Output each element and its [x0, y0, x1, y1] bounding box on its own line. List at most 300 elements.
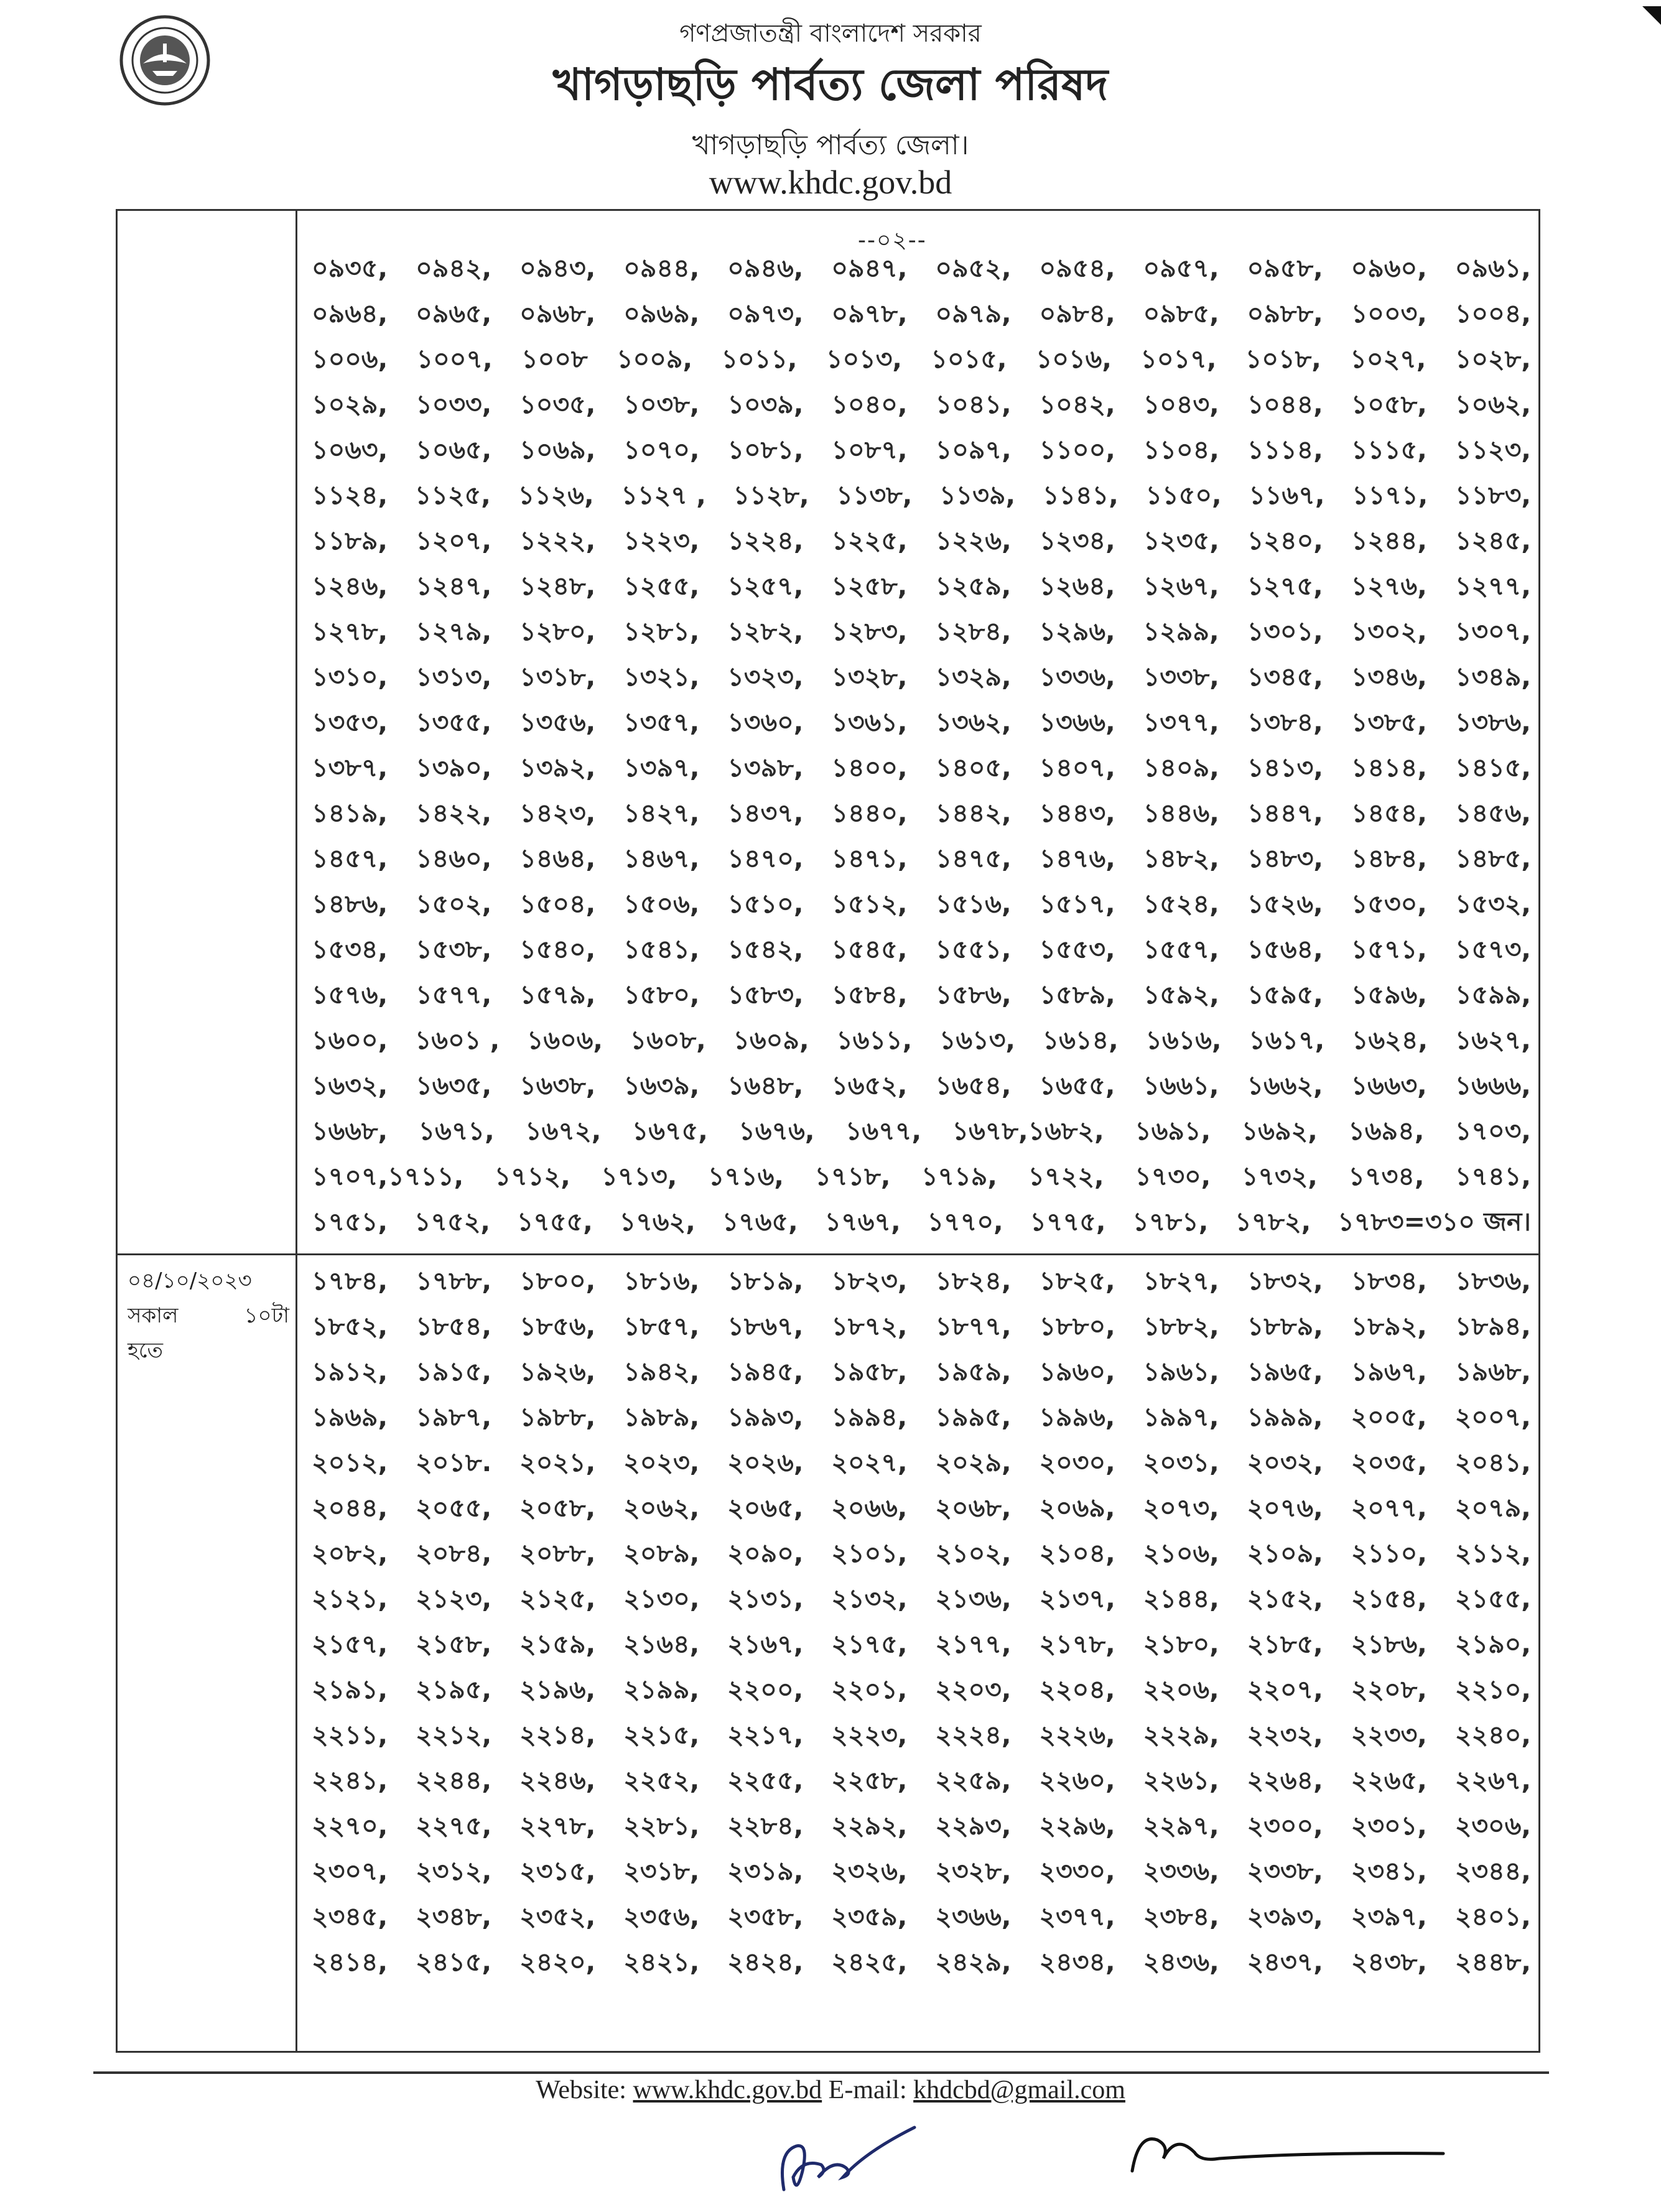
roll-number: ২৩৪১, [1351, 1856, 1427, 1886]
roll-number: ২৪৪৮, [1454, 1947, 1531, 1977]
roll-number: ১৭১৯, [921, 1161, 997, 1191]
roll-number: ১২২২, [519, 526, 596, 555]
roll-number: ১৫৫৭, [1143, 934, 1219, 964]
roll-number: ১২৫৭, [727, 571, 804, 601]
roll-number: ১৫১৬, [935, 889, 1012, 919]
roll-number: ১৫৭৬, [312, 980, 388, 1010]
roll-number: ১৩৮৬, [1454, 707, 1531, 737]
roll-number: ১৫৯৬, [1351, 980, 1427, 1010]
roll-number: ২১৮৬, [1351, 1629, 1427, 1659]
roll-line [312, 564, 1531, 609]
roll-number: ১২৬৭, [1143, 571, 1219, 601]
roll-line [312, 1199, 1531, 1245]
roll-number: ১৪২২, [416, 798, 492, 828]
roll-number: ১০০৪, [1454, 299, 1531, 328]
roll-list-block-2 [312, 1258, 1531, 1985]
roll-number: ২৪২৯, [935, 1947, 1012, 1977]
roll-line [312, 1063, 1531, 1108]
roll-number: ১১২৬, [518, 480, 594, 510]
roll-number: ০৯৫৪, [1039, 253, 1115, 283]
roll-number: ০৯৪৩, [519, 253, 596, 283]
roll-number: ০৯৬৮, [519, 299, 596, 328]
roll-number: ২১৩১, [727, 1584, 804, 1614]
roll-number: ১৬০৬, [526, 1025, 603, 1055]
roll-number: ১৪১৫, [1454, 753, 1531, 783]
roll-number: ২২৬৪, [1247, 1765, 1323, 1795]
roll-number: ১৪১৪, [1351, 753, 1427, 783]
roll-line [312, 1440, 1531, 1485]
roll-number: ২৩১৮, [623, 1856, 700, 1886]
roll-number: ১০১৭, [1140, 344, 1217, 374]
roll-number: ২১২১, [312, 1584, 388, 1614]
roll-number: ১২৯৯, [1143, 616, 1219, 646]
roll-number: ১৪০৭, [1039, 753, 1115, 783]
roll-line [312, 1849, 1531, 1894]
roll-number: ১৬১৬, [1145, 1025, 1222, 1055]
roll-line [312, 654, 1531, 700]
roll-number: ০৯৪৬, [727, 253, 804, 283]
roll-number: ১১৪১, [1042, 480, 1119, 510]
roll-number: ১৩৫৬, [519, 707, 596, 737]
roll-number: ২০৮৮, [519, 1538, 596, 1568]
roll-number: ১৩২৮, [831, 662, 908, 692]
roll-number: ১৫১২, [831, 889, 908, 919]
roll-number: ২১৭৭, [935, 1629, 1012, 1659]
roll-number: ২২৫৯, [935, 1765, 1012, 1795]
roll-number: ২১৯৬, [519, 1675, 596, 1704]
roll-number: ১৩৬১, [831, 707, 908, 737]
roll-number: ১১২৪, [312, 480, 388, 510]
roll-number: ২৪১৪, [312, 1947, 388, 1977]
roll-number: ১৩০২, [1351, 616, 1427, 646]
roll-number: ১৭৫১, [312, 1207, 388, 1237]
roll-number: ২১০২, [935, 1538, 1012, 1568]
roll-number: ১৯১৫, [416, 1357, 492, 1387]
roll-number: ১৬৫২, [831, 1071, 908, 1100]
roll-number: ১২৪০, [1247, 526, 1323, 555]
roll-number: ১৭৫২, [414, 1207, 490, 1237]
roll-number: ১৯৯৯, [1247, 1402, 1323, 1432]
roll-number: ১৮৭২, [831, 1311, 908, 1341]
roll-number: ২১৬৭, [727, 1629, 804, 1659]
roll-number: ২১২৩, [416, 1584, 492, 1614]
roll-number: ১৭৮৩=৩১০ জন। [1338, 1207, 1531, 1237]
roll-number: ১৩৯০, [416, 753, 492, 783]
roll-number: ২১৫৭, [312, 1629, 388, 1659]
roll-number: ১৮৯৪, [1454, 1311, 1531, 1341]
roll-line [312, 1154, 1531, 1199]
roll-number: ১২৩৫, [1143, 526, 1219, 555]
roll-number: ২২৯৭, [1143, 1811, 1219, 1841]
roll-number: ১০১১, [721, 344, 798, 374]
roll-number: ১১০০, [1039, 435, 1115, 465]
roll-number: ১৭০৭,১৭১১, [312, 1161, 464, 1191]
roll-number: ১৫৩৮, [416, 934, 492, 964]
roll-number: ১৬৭৫, [631, 1116, 708, 1146]
roll-number: ২০০৫, [1351, 1402, 1427, 1432]
roll-number: ২১৯৯, [623, 1675, 700, 1704]
roll-number: ১৫২৪, [1143, 889, 1219, 919]
roll-number: ২৩৫২, [519, 1902, 596, 1931]
roll-number: ২২২৬, [1039, 1720, 1115, 1750]
roll-line [312, 1622, 1531, 1667]
roll-number: ২৩৯৭, [1351, 1902, 1427, 1931]
roll-number: ১৬১১, [836, 1025, 913, 1055]
roll-number: ১১৩৯, [939, 480, 1016, 510]
roll-number: ২২৬০, [1039, 1765, 1115, 1795]
roll-number: ১০২৭, [1350, 344, 1426, 374]
roll-number: ১৬৩২, [312, 1071, 388, 1100]
roll-line [312, 791, 1531, 836]
roll-number: ১২৫৫, [623, 571, 700, 601]
roll-number: ১৬৭৭, [845, 1116, 922, 1146]
footer [0, 2075, 1661, 2105]
roll-number: ০৯৫৮, [1247, 253, 1323, 283]
roll-number: ১৭৬৫, [722, 1207, 798, 1237]
roll-number: ১৫৮০, [623, 980, 700, 1010]
roll-number: ১৩১০, [312, 662, 388, 692]
roll-line [312, 1304, 1531, 1349]
roll-number: ১৫৪২, [727, 934, 804, 964]
roll-number: ২০৭৬, [1247, 1493, 1323, 1523]
roll-number: ১৪৫৪, [1351, 798, 1427, 828]
roll-number: ১৬৬২, [1247, 1071, 1323, 1100]
roll-number: ২০৬৬, [831, 1493, 908, 1523]
roll-number: ২১৯০, [1454, 1629, 1531, 1659]
roll-number: ১৪৬৭, [623, 843, 700, 873]
roll-line [312, 972, 1531, 1018]
roll-number: ২২০০, [727, 1675, 804, 1704]
roll-number: ১৮৫৬, [519, 1311, 596, 1341]
roll-number: ১৩৬০, [727, 707, 804, 737]
roll-number: ১০৬৫, [416, 435, 492, 465]
roll-number: ১৭১৬, [707, 1161, 784, 1191]
roll-number: ২১৬৪, [623, 1629, 700, 1659]
roll-number: ১৬২৪, [1351, 1025, 1428, 1055]
roll-number: ২৪৩৪, [1039, 1947, 1115, 1977]
roll-number: ১৫৮৬, [935, 980, 1012, 1010]
roll-number: ১৫৯৯, [1454, 980, 1531, 1010]
roll-number: ১১৬৭, [1249, 480, 1325, 510]
roll-number: ১৬৭২, [525, 1116, 602, 1146]
roll-number: ০৯৪২, [416, 253, 492, 283]
roll-number: ১৪৪২, [935, 798, 1012, 828]
roll-number: ২০৯০, [727, 1538, 804, 1568]
roll-number: ২১৮৫, [1247, 1629, 1323, 1659]
roll-number: ১৪০৯, [1143, 753, 1219, 783]
roll-line [312, 1894, 1531, 1940]
roll-number: ১৭৩০, [1135, 1161, 1211, 1191]
roll-number: ২২৩৩, [1351, 1720, 1427, 1750]
roll-line [312, 473, 1531, 518]
roll-number: ১২৫৮, [831, 571, 908, 601]
roll-number: ২২৬৫, [1351, 1765, 1427, 1795]
roll-number: ২৩০১, [1351, 1811, 1427, 1841]
roll-number: ১৪৩৭, [727, 798, 804, 828]
roll-number: ০৯৬০, [1351, 253, 1427, 283]
roll-number: ১২৭৫, [1247, 571, 1323, 601]
roll-number: ১৭১২, [494, 1161, 570, 1191]
roll-number: ১০৭০, [623, 435, 700, 465]
district-name: খাগড়াছড়ি পার্বত্য জেলা। [692, 129, 969, 161]
roll-number: ২২৫৮, [831, 1765, 908, 1795]
roll-number: ১১৮৩, [1454, 480, 1531, 510]
roll-number: ১০৬৯, [519, 435, 596, 465]
roll-number: ১৬৭১, [418, 1116, 495, 1146]
roll-number: ২৩৪৫, [312, 1902, 388, 1931]
roll-number: ১৬০১ , [414, 1025, 500, 1055]
roll-line [312, 1349, 1531, 1395]
roll-number: ২২৮৪, [727, 1811, 804, 1841]
roll-number: ১৪২৩, [519, 798, 596, 828]
roll-number: ১২৮২, [727, 616, 804, 646]
roll-number: ১৬৯৪, [1348, 1116, 1425, 1146]
roll-number: ০৯৬১, [1454, 253, 1531, 283]
roll-number: ২৩৯৩, [1247, 1902, 1323, 1931]
roll-number: ১৫৯৫, [1247, 980, 1323, 1010]
roll-number: ১৪৭৫, [935, 843, 1012, 873]
roll-number: ১২৩৪, [1039, 526, 1115, 555]
roll-number: ১৪৪৬, [1143, 798, 1219, 828]
roll-number: ১৩৮৪, [1247, 707, 1323, 737]
roll-number: ২২২৯, [1143, 1720, 1219, 1750]
roll-number: ১৪০৫, [935, 753, 1012, 783]
roll-number: ০৯৩৫, [312, 253, 388, 283]
roll-line [312, 927, 1531, 972]
roll-number: ১৮২৩, [831, 1266, 908, 1296]
roll-number: ১৮৬৭, [727, 1311, 804, 1341]
roll-number: ২২১০, [1454, 1675, 1531, 1704]
roll-line [312, 1395, 1531, 1440]
roll-number: ২৩৩০, [1039, 1856, 1115, 1886]
roll-number: ২৩০০, [1247, 1811, 1323, 1841]
roll-number: ১৮৮২, [1143, 1311, 1219, 1341]
roll-number: ২১১০, [1351, 1538, 1427, 1568]
roll-number: ১৫১০, [727, 889, 804, 919]
roll-number: ১৮১৬, [623, 1266, 700, 1296]
roll-number: ১২২৪, [727, 526, 804, 555]
roll-number: ২০৫৮, [519, 1493, 596, 1523]
roll-number: ১৩৮৭, [312, 753, 388, 783]
roll-line [312, 1485, 1531, 1531]
roll-number: ১০২৯, [312, 389, 388, 419]
roll-number: ২০৭৭, [1351, 1493, 1427, 1523]
roll-number: ২৪৩৬, [1143, 1947, 1219, 1977]
footer-email-link[interactable]: khdcbd@gmail.com [913, 2076, 1125, 2104]
roll-number: ১৪৮৪, [1351, 843, 1427, 873]
roll-number: ১২৭৭, [1454, 571, 1531, 601]
roll-number: ২৩৬৬, [935, 1902, 1012, 1931]
roll-number: ১৫৫৩, [1039, 934, 1115, 964]
roll-number: ১৮১৯, [727, 1266, 804, 1296]
government-line: গণপ্রজাতন্ত্রী বাংলাদেশ সরকার [679, 19, 982, 48]
roll-number: ২২০৩, [935, 1675, 1012, 1704]
roll-number: ১৪০০, [831, 753, 908, 783]
roll-number: ১০৩৮, [623, 389, 700, 419]
roll-number: ১২৭৬, [1351, 571, 1427, 601]
roll-number: ২২৮১, [623, 1811, 700, 1841]
roll-number: ১২৮৩, [831, 616, 908, 646]
roll-number: ১৯৪৫, [727, 1357, 804, 1387]
roll-number: ১৪৮৬, [312, 889, 388, 919]
roll-number: ১২৪৮, [519, 571, 596, 601]
roll-number: ১০২৮, [1454, 344, 1531, 374]
roll-line [312, 1758, 1531, 1803]
roll-number: ১৭৩৪, [1348, 1161, 1425, 1191]
roll-number: ২৪২০, [519, 1947, 596, 1977]
roll-number: ১২০৭, [415, 526, 492, 555]
roll-line [312, 337, 1531, 382]
roll-number: ১৫৩৪, [312, 934, 388, 964]
roll-number: ১৭২২, [1028, 1161, 1104, 1191]
roll-number: ১২৮৪, [935, 616, 1012, 646]
roll-number: ১৬১৩, [939, 1025, 1016, 1055]
roll-number: ১৯৮৮, [519, 1402, 596, 1432]
roll-line [312, 1018, 1531, 1063]
roll-number: ০৯৫৭, [1143, 253, 1219, 283]
roll-number: ১৯৯৩, [727, 1402, 804, 1432]
roll-number: ১৫৭৩, [1454, 934, 1531, 964]
roll-number: ১৯২৬, [519, 1357, 596, 1387]
roll-number: ২২১২, [416, 1720, 492, 1750]
roll-number: ১৭১৩, [601, 1161, 677, 1191]
footer-email-label: E-mail: [828, 2076, 907, 2104]
roll-number: ২০৭৩, [1143, 1493, 1219, 1523]
roll-number: ২৪০১, [1454, 1902, 1531, 1931]
roll-number: ১৩৬২, [935, 707, 1012, 737]
footer-website-link[interactable]: www.khdc.gov.bd [633, 2076, 822, 2104]
roll-number: ১৪২৭, [623, 798, 700, 828]
roll-number: ২৩৫৬, [623, 1902, 700, 1931]
header-website-link[interactable]: www.khdc.gov.bd [709, 164, 952, 201]
roll-number: ১১২৮, [733, 480, 809, 510]
roll-number: ১০৫৮, [1351, 389, 1427, 419]
roll-number: ২০০৭, [1454, 1402, 1531, 1432]
roll-line [312, 1531, 1531, 1576]
roll-number: ২০২৬, [727, 1448, 804, 1477]
roll-number: ২২৭৮, [519, 1811, 596, 1841]
roll-number: ১০০৭, [416, 344, 493, 374]
roll-number: ১৫৪৫, [831, 934, 908, 964]
roll-number: ২২০৪, [1039, 1675, 1115, 1704]
roll-number: ১০১৬, [1035, 344, 1112, 374]
roll-number: ২০২৭, [831, 1448, 908, 1477]
roll-line [312, 246, 1531, 291]
roll-number: ১০৬৩, [312, 435, 388, 465]
roll-number: ১৪৫৭, [312, 843, 388, 873]
roll-number: ১৬৬৮, [312, 1116, 388, 1146]
roll-number: ১০০৯, [616, 344, 693, 374]
roll-number: ১৩১৮, [519, 662, 596, 692]
roll-number: ২৩৩৬, [1143, 1856, 1219, 1886]
council-title: খাগড়াছড়ি পার্বত্য জেলা পরিষদ [552, 59, 1109, 110]
roll-number: ১৪৫৬, [1454, 798, 1531, 828]
roll-number: ১৫৮৯, [1039, 980, 1115, 1010]
roll-number: ২২৯৬, [1039, 1811, 1115, 1841]
roll-number: ২৩৪৮, [416, 1902, 492, 1931]
roll-number: ১৮৫২, [312, 1311, 388, 1341]
roll-number: ১১১৪, [1247, 435, 1323, 465]
roll-number: ২০১২, [312, 1448, 388, 1477]
roll-number: ২২৪১, [312, 1765, 388, 1795]
roll-number: ২২৪৬, [519, 1765, 596, 1795]
roll-number: ১০৩৯, [727, 389, 804, 419]
roll-number: ১৯৯৭, [1143, 1402, 1219, 1432]
roll-number: ১০৪১, [935, 389, 1012, 419]
roll-number: ১০৪২, [1039, 389, 1115, 419]
roll-number: ০৯৪৪, [623, 253, 700, 283]
roll-number: ১৯৬৯, [312, 1402, 388, 1432]
roll-number: ১৬৫৪, [935, 1071, 1012, 1100]
roll-number: ২০৮৯, [623, 1538, 700, 1568]
roll-number: ১৭৮২, [1235, 1207, 1311, 1237]
roll-number: ২২৬১, [1143, 1765, 1219, 1795]
roll-number: ১৪৬০, [416, 843, 492, 873]
roll-number: ১২২৩, [623, 526, 700, 555]
roll-number: ১৬৭৮,১৬৮২, [952, 1116, 1104, 1146]
roll-number: ২২১৭, [727, 1720, 804, 1750]
roll-number: ১৭৮৪, [312, 1266, 388, 1296]
roll-number: ১০১৮, [1245, 344, 1321, 374]
roll-number: ১৫৮৩, [727, 980, 804, 1010]
roll-number: ২০৪১, [1454, 1448, 1531, 1477]
roll-number: ২২৬৭, [1454, 1765, 1531, 1795]
roll-number: ১১১৫, [1351, 435, 1427, 465]
roll-number: ১৫০৪, [519, 889, 596, 919]
footer-rule [93, 2071, 1549, 2074]
roll-number: ২০২৩, [623, 1448, 700, 1477]
roll-number: ১৯৯৪, [831, 1402, 908, 1432]
roll-number: ১৪৮২, [1143, 843, 1219, 873]
roll-number: ২২০৭, [1247, 1675, 1323, 1704]
roll-list-block-1 [312, 246, 1531, 1245]
roll-number: ১৬৯১, [1135, 1116, 1211, 1146]
schedule-from: হতে [128, 1338, 164, 1363]
roll-number: ১৪৪৭, [1247, 798, 1323, 828]
roll-number: ১৯৮৯, [623, 1402, 700, 1432]
roll-number: ১৬২৭, [1454, 1025, 1531, 1055]
roll-number: ১৫৯২, [1143, 980, 1219, 1010]
roll-number: ০৯৮৫, [1143, 299, 1219, 328]
roll-number: ১৩৫৫, [416, 707, 492, 737]
roll-number: ১৫৩০, [1351, 889, 1427, 919]
signature-1 [759, 2115, 946, 2208]
roll-line [312, 1803, 1531, 1849]
roll-number: ১২৮১, [623, 616, 700, 646]
roll-number: ১৬৫৫, [1039, 1071, 1115, 1100]
schedule-shift: সকাল [128, 1303, 179, 1328]
roll-number: ২২০১, [831, 1675, 908, 1704]
roll-number: ১০০৮ [521, 344, 588, 374]
roll-number: ১৯৫৯, [935, 1357, 1012, 1387]
roll-number: ২০৭৯, [1454, 1493, 1531, 1523]
roll-number: ১৭০৩, [1454, 1116, 1531, 1146]
roll-number: ২১২৫, [519, 1584, 596, 1614]
roll-number: ১৬৩৫, [416, 1071, 492, 1100]
roll-number: ০৯৬৫, [416, 299, 492, 328]
roll-number: ২০৫৫, [416, 1493, 492, 1523]
roll-number: ০৯৬৪, [312, 299, 388, 328]
roll-number: ১৬০৮, [630, 1025, 706, 1055]
roll-number: ১০১৫, [931, 344, 1007, 374]
roll-line [312, 382, 1531, 427]
roll-number: ২০৩০, [1039, 1448, 1115, 1477]
roll-line [312, 881, 1531, 927]
roll-number: ০৯৭৩, [727, 299, 804, 328]
roll-number: ১৩৪৬, [1351, 662, 1427, 692]
roll-number: ০৯৮৮, [1247, 299, 1323, 328]
roll-number: ২১৩০, [623, 1584, 700, 1614]
